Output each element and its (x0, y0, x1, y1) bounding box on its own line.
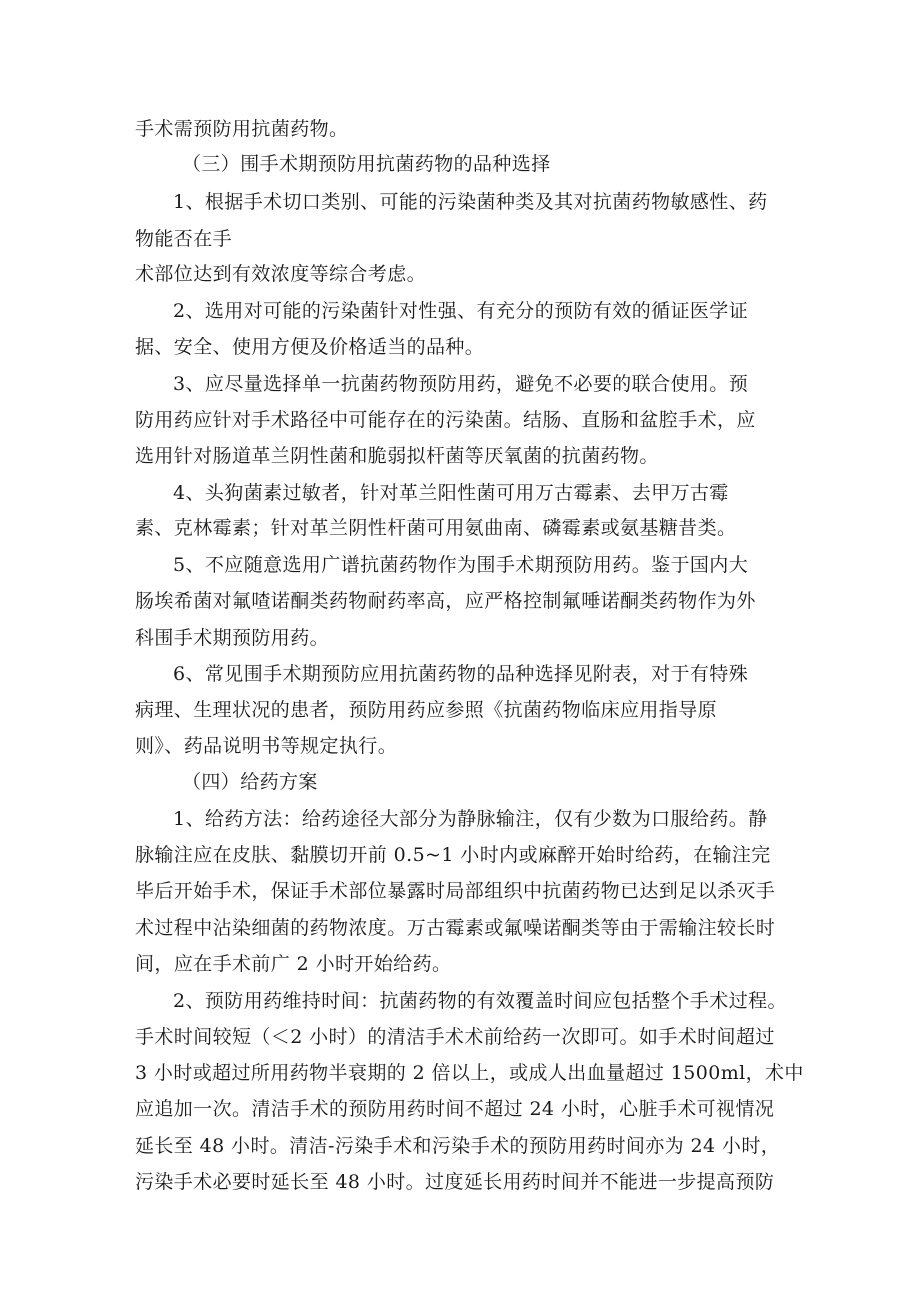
text-line: 间，应在手术前广 2 小时开始给药。 (135, 953, 452, 975)
text-line: 5、不应随意选用广谱抗菌药物作为围手术期预防用药。鉴于国内大 (173, 554, 749, 576)
text-line: 4、头狗菌素过敏者，针对革兰阳性菌可用万古霉素、去甲万古霉 (173, 482, 729, 504)
text-line: 3 小时或超过所用药物半衰期的 2 倍以上，或成人出血量超过 1500ml，术中 (135, 1062, 804, 1084)
text-line: 术部位达到有效浓度等综合考虑。 (135, 263, 427, 285)
text-line: 则》、药品说明书等规定执行。 (135, 735, 398, 757)
text-line: 2、选用对可能的污染菌针对性强、有充分的预防有效的循证医学证 (173, 300, 749, 322)
text-line: 选用针对肠道革兰阴性菌和脆弱拟杆菌等厌氧菌的抗菌药物。 (135, 445, 659, 467)
text-line: 素、克林霉素；针对革兰阴性杆菌可用氨曲南、磷霉素或氨基糖昔类。 (135, 517, 737, 539)
text-line: 1、给药方法：给药途径大部分为静脉输注，仅有少数为口服给药。静 (173, 808, 768, 830)
text-line: 脉输注应在皮肤、黏膜切开前 0.5~1 小时内或麻醉开始时给药，在输注完 (135, 844, 771, 866)
text-line: 1、根据手术切口类别、可能的污染菌种类及其对抗菌药物敏感性、药 (173, 191, 768, 213)
text-line: 延长至 48 小时。清洁-污染手术和污染手术的预防用药时间亦为 24 小时， (135, 1135, 781, 1157)
text-line: 2、预防用药维持时间：抗菌药物的有效覆盖时间应包括整个手术过程。 (173, 990, 787, 1012)
text-line: 病理、生理状况的患者，预防用药应参照《抗菌药物临床应用指导原 (135, 699, 718, 721)
text-line: 应追加一次。清洁手术的预防用药时间不超过 24 小时，心脏手术可视情况 (135, 1098, 775, 1120)
text-line: 据、安全、使用方便及价格适当的品种。 (135, 336, 485, 358)
text-line: 术过程中沾染细菌的药物浓度。万古霉素或氟噪诺酮类等由于需输注较长时 (135, 917, 776, 939)
text-line: 污染手术必要时延长至 48 小时。过度延长用药时间并不能进一步提高预防 (135, 1171, 775, 1193)
section-heading: （三）围手术期预防用抗菌药物的品种选择 (182, 153, 551, 175)
text-line: 科围手术期预防用药。 (135, 627, 330, 649)
text-line: 手术时间较短（＜2 小时）的清洁手术术前给药一次即可。如手术时间超过 (135, 1026, 775, 1048)
text-line: 手术需预防用抗菌药物。 (135, 118, 349, 140)
text-line: 3、应尽量选择单一抗菌药物预防用药，避免不必要的联合使用。预 (173, 373, 749, 395)
text-line: 物能否在手 (135, 228, 233, 250)
section-heading: （四）给药方案 (182, 771, 318, 793)
text-line: 肠埃希菌对氟喳诺酮类药物耐药率高，应严格控制氟唾诺酮类药物作为外 (135, 590, 756, 612)
text-line: 防用药应针对手术路径中可能存在的污染菌。结肠、直肠和盆腔手术，应 (135, 409, 756, 431)
text-line: 6、常见围手术期预防应用抗菌药物的品种选择见附表，对于有特殊 (173, 663, 749, 685)
text-line: 毕后开始手术，保证手术部位暴露时局部组织中抗菌药物已达到足以杀灭手 (135, 880, 776, 902)
